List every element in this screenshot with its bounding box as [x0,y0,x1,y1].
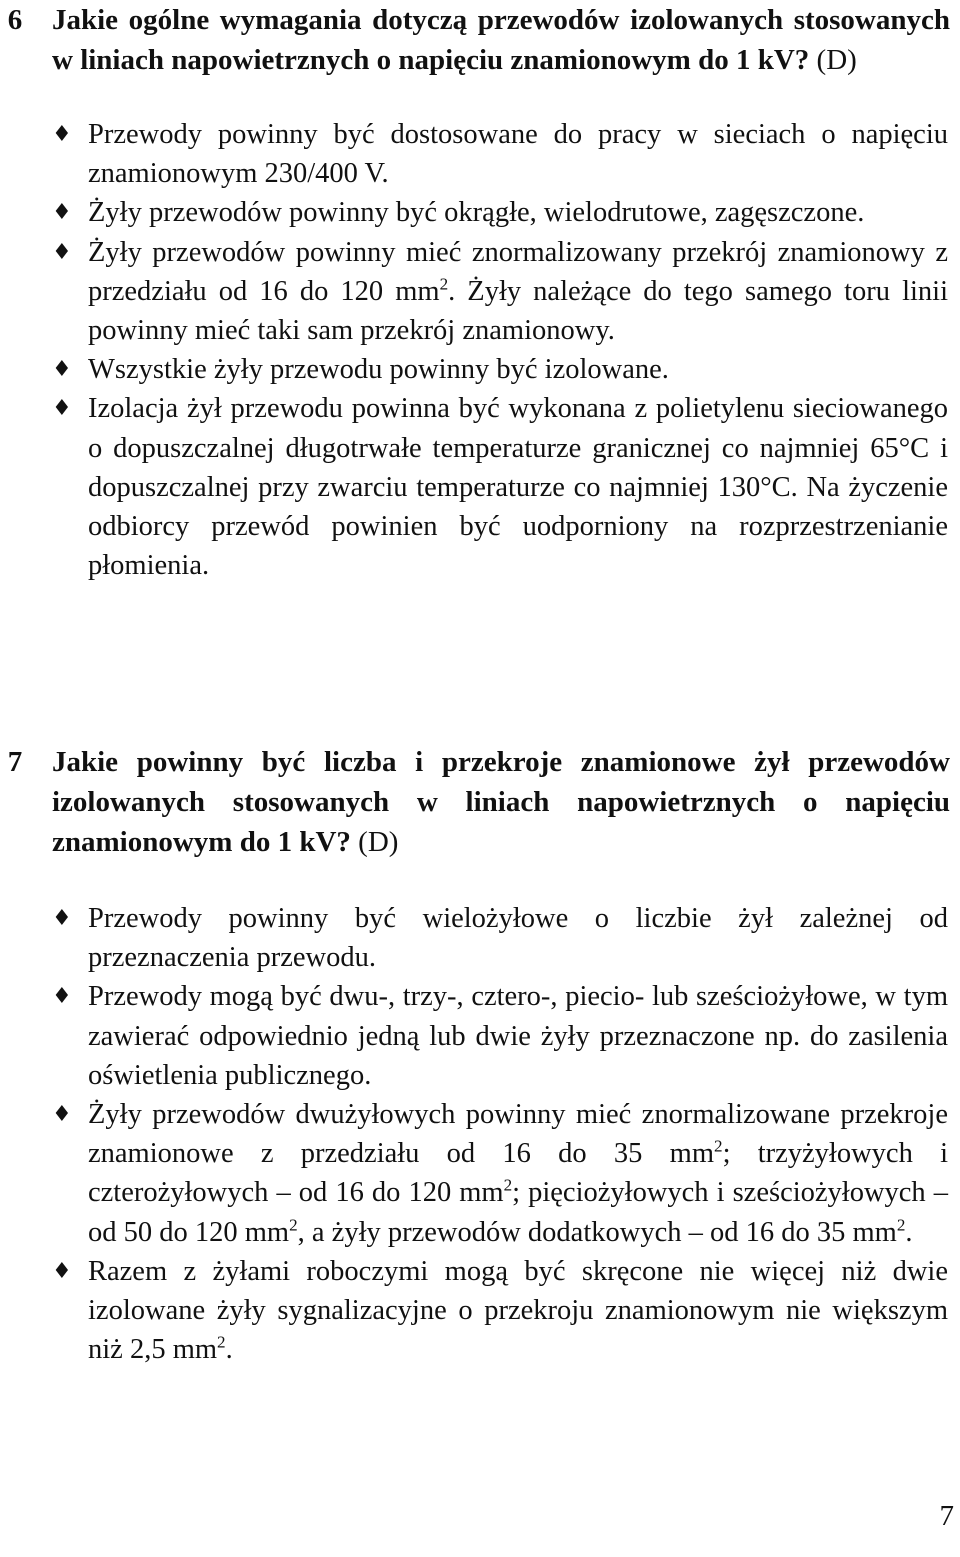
answer-item [0,1095,950,1252]
answer-item [0,350,950,389]
answer-list [0,115,950,585]
question-heading [0,742,950,862]
answer-item [0,115,950,193]
question-7 [0,742,950,1369]
diamond-bullet-icon: ♦ [52,396,72,422]
question-6 [0,0,950,585]
answer-item [0,193,950,232]
answer-text: Żyły przewodów powinny być okrągłe, wielodrutowe, zagęszczone. [88,197,865,229]
answer-item [0,977,950,1095]
answer-text: Żyły przewodów powinny mieć znormalizowany przekrój znamionowy z przedziału od 16 do 120 $mm^2$. Żyły należące do tego samego toru linii powinny mieć taki sam przekrój znamionowy. [88,236,948,347]
diamond-bullet-icon: ♦ [52,1258,72,1284]
question-title: Jakie powinny być liczba i przekroje znamionowe żył przewodów izolowanych stosowanych w liniach napowietrznych o napięciu znamionowym do 1 kV? [52,746,950,858]
answer-item [0,1252,950,1370]
answer-text: Wszystkie żyły przewodu powinny być izolowane. [88,354,669,386]
diamond-bullet-icon: ♦ [52,984,72,1010]
diamond-bullet-icon: ♦ [52,357,72,383]
page-number: 7 [939,1500,954,1532]
diamond-bullet-icon: ♦ [52,1102,72,1128]
answer-text: Przewody powinny być dostosowane do pracy w sieciach o napięciu znamionowym 230/400 V. [88,119,948,190]
answer-text: Razem z żyłami roboczymi mogą być skręcone nie więcej niż dwie izolowane żyły sygnalizacyjne o przekroju znamionowym nie większym niż 2,5 $mm^2$. [88,1255,948,1366]
answer-text: Izolacja żył przewodu powinna być wykonana z polietylenu sieciowanego o dopuszczalnej długotrwałe temperaturze granicznej co najmniej 65°C i dopuszczalnej przy zwarciu temperaturze co najmniej 130°C. Na życzenie odbiorcy przewód powinien być uodporniony na rozprzestrzenianie płomienia. [88,393,948,582]
question-number: 6 [7,4,23,36]
answer-list [0,899,950,1369]
question-number: 7 [7,746,23,778]
answer-item [0,899,950,977]
answer-item [0,233,950,351]
answer-text: Przewody mogą być dwu-, trzy-, cztero-, piecio- lub sześciożyłowe, w tym zawierać odpowiednio jedną lub dwie żyły przeznaczone np. do zasilenia oświetlenia publicznego. [88,981,948,1091]
diamond-bullet-icon: ♦ [52,200,72,226]
question-heading [0,0,950,80]
answer-text: Żyły przewodów dwużyłowych powinny mieć znormalizowane przekroje znamionowe z przedziału od 16 do 35 $mm^2$; trzyżyłowych i czterożyłowych – od 16 do 120 $mm^2$; pięciożyłowych i sześciożyłowych – od 50 do 120 $mm^2$, a żyły przewodów dodatkowych – od 16 do 35 $mm^2$. [88,1099,948,1248]
answer-text: Przewody powinny być wielożyłowe o liczbie żył zależnej od przeznaczenia przewodu. [88,903,948,974]
question-marker: (D) [358,826,399,858]
question-marker: (D) [816,44,857,76]
diamond-bullet-icon: ♦ [52,122,72,147]
answer-item [0,389,950,585]
diamond-bullet-icon: ♦ [52,906,72,931]
diamond-bullet-icon: ♦ [52,239,72,265]
question-title: Jakie ogólne wymagania dotyczą przewodów izolowanych stosowanych w liniach napowietrznych o napięciu znamionowym do 1 kV? [52,4,950,76]
